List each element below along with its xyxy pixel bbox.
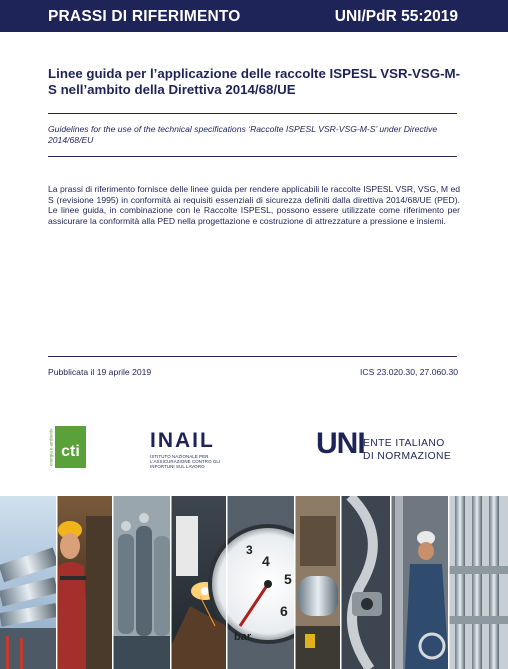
divider bbox=[48, 156, 457, 157]
ics-codes: ICS 23.020.30, 27.060.30 bbox=[360, 367, 458, 377]
abstract-text: La prassi di riferimento fornisce delle linee guida per rendere applicabili le raccolte ISPESL VSR, VSG, M ed S (revisione 1995) in conformità ai requisiti essenziali di sicurezza definiti dalla direttiva 2014/68/UE (PED). Le linee guida, in combinazione con le Raccolte ISPESL, possono essere utilizzate come riferimento per assicurare la conformità alla PED nella progettazione e costruzione di attrezzature a pressione e insiemi. bbox=[48, 184, 460, 227]
document-code: UNI/PdR 55:2019 bbox=[334, 8, 458, 25]
inail-wordmark: INAIL bbox=[150, 429, 215, 452]
divider bbox=[48, 113, 457, 114]
photo-tanks bbox=[295, 496, 341, 669]
photo-pipes bbox=[0, 496, 58, 669]
svg-text:5: 5 bbox=[284, 571, 292, 587]
uni-name bbox=[363, 438, 451, 463]
photo-technician bbox=[391, 496, 449, 669]
cti-logo bbox=[46, 426, 86, 468]
header-bar bbox=[0, 0, 508, 32]
series-label: PRASSI DI RIFERIMENTO bbox=[48, 8, 241, 25]
uni-mark: UNI bbox=[316, 427, 365, 460]
inail-subtitle: ISTITUTO NAZIONALE PER L'ASSICURAZIONE CONTRO GLI INFORTUNI SUL LAVORO bbox=[150, 454, 221, 469]
svg-text:4: 4 bbox=[262, 553, 270, 569]
uni-name-line1: ENTE ITALIANO bbox=[363, 438, 445, 449]
cti-text: cti bbox=[61, 443, 80, 460]
divider bbox=[48, 356, 457, 357]
cti-side-text: energia e ambiente bbox=[48, 428, 54, 466]
publication-date: Pubblicata il 19 aprile 2019 bbox=[48, 367, 152, 377]
uni-name-line2: DI NORMAZIONE bbox=[363, 450, 452, 462]
photo-cylinders bbox=[113, 496, 171, 669]
inail-logo bbox=[150, 430, 246, 468]
document-title: Linee guida per l’applicazione delle raccolte ISPESL VSR-VSG-M-S nell’ambito della Direttiva 2014/68/UE bbox=[48, 66, 461, 97]
photo-worker bbox=[57, 496, 113, 669]
svg-text:3: 3 bbox=[246, 543, 253, 557]
photo-pipework bbox=[449, 496, 508, 669]
svg-text:bar: bar bbox=[234, 631, 252, 643]
uni-logo bbox=[316, 427, 466, 471]
svg-text:6: 6 bbox=[280, 603, 288, 619]
photo-valve bbox=[341, 496, 391, 669]
photo-strip bbox=[0, 496, 508, 669]
english-subtitle: Guidelines for the use of the technical specifications ‘Raccolte ISPESL VSR-VSG-M-S’ under Directive 2014/68/EU bbox=[48, 124, 438, 145]
industrial-collage bbox=[0, 496, 508, 669]
